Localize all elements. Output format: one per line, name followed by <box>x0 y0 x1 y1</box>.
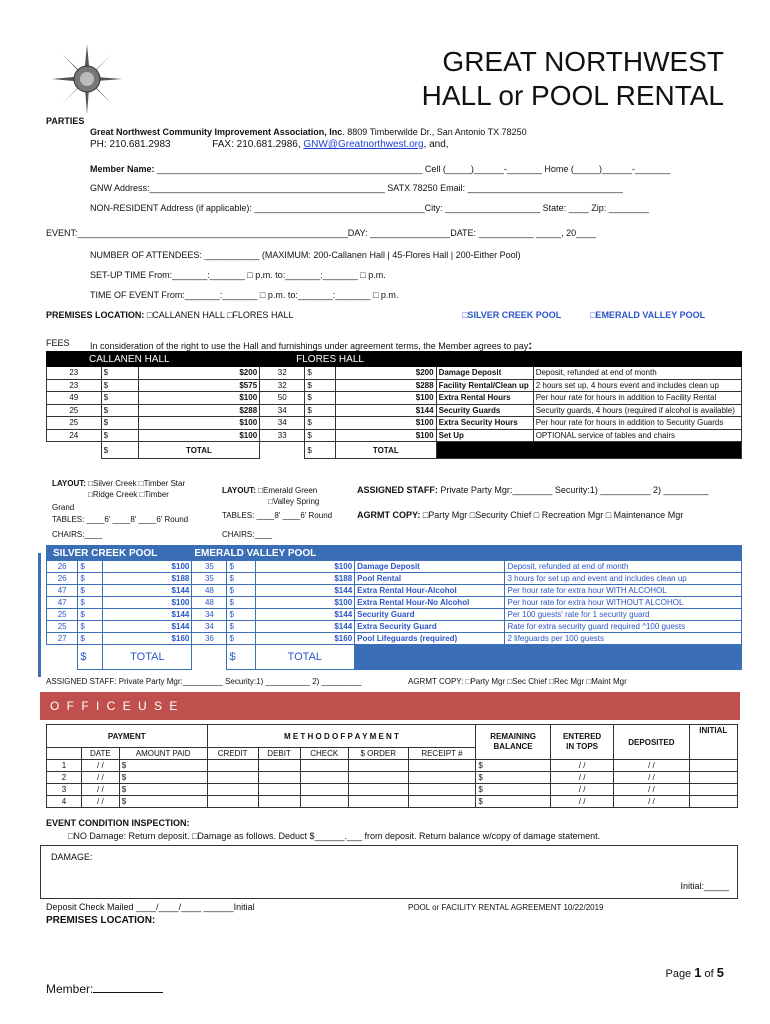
chairs-left-field[interactable]: CHAIRS:____ <box>52 530 103 539</box>
deposited-field[interactable]: / / <box>614 772 689 784</box>
silver-line-number: 26 <box>47 561 78 573</box>
silver-creek-option[interactable]: □SILVER CREEK POOL <box>462 310 562 320</box>
gnw-address-field[interactable]: GNW Address:_______________________________________________ SATX 78250 Email: _______________________________ <box>90 183 623 193</box>
payment-method-field[interactable] <box>408 784 476 796</box>
pool-fee-item: Damage Deposit <box>355 561 505 573</box>
tables-left-field[interactable]: TABLES: ____6' ____8' ____6' Round <box>52 515 189 524</box>
deposited-field[interactable]: / / <box>614 784 689 796</box>
emerald-valley-option[interactable]: □EMERALD VALLEY POOL <box>590 310 706 320</box>
phone: PH: 210.681.2983 <box>90 139 171 150</box>
emerald-rate: $144 <box>255 585 355 597</box>
remaining-balance-field[interactable]: $ <box>476 784 551 796</box>
callanen-line-number: 23 <box>47 367 102 380</box>
payment-method-field[interactable] <box>408 760 476 772</box>
member-name-line[interactable] <box>90 164 670 174</box>
pool-fee-row <box>47 621 742 633</box>
silver-line-number: 25 <box>47 621 78 633</box>
emerald-rate: $100 <box>255 561 355 573</box>
initial-field[interactable] <box>689 796 738 808</box>
pool-fee-description: Deposit, refunded at end of month <box>505 561 742 573</box>
payment-row-number: 3 <box>47 784 82 796</box>
office-col-header: $ ORDER <box>348 748 408 760</box>
entered-tops-field[interactable]: / / <box>550 772 613 784</box>
office-col-header: AMOUNT PAID <box>119 748 207 760</box>
payment-amount-field[interactable]: $ <box>119 796 207 808</box>
org-line <box>90 127 527 137</box>
silver-line-number: 26 <box>47 573 78 585</box>
callanen-total-dollar[interactable]: $ <box>101 442 138 459</box>
payment-header: PAYMENT <box>47 725 208 748</box>
emerald-amount-field[interactable]: $ <box>227 585 255 597</box>
pool-fee-item: Pool Rental <box>355 573 505 585</box>
fees-intro <box>90 338 532 352</box>
entered-tops-field[interactable]: / / <box>550 784 613 796</box>
agrmt-copy <box>357 510 683 520</box>
pool-fee-description: Per hour rate for extra hour WITH ALCOHOL <box>505 585 742 597</box>
entered-tops-header: ENTERED IN TOPS <box>550 725 613 760</box>
pool-fee-item: Pool Lifeguards (required) <box>355 633 505 645</box>
emerald-rate: $144 <box>255 621 355 633</box>
callanen-amount-field[interactable]: $ <box>101 392 138 405</box>
office-col-header: RECEIPT # <box>408 748 476 760</box>
silver-amount-field[interactable]: $ <box>78 573 103 585</box>
fax: FAX: 210.681.2986, <box>212 139 301 150</box>
assigned-staff-field[interactable]: Private Party Mgr:________ Security:1) __________ 2) _________ <box>440 485 709 495</box>
flores-rate: $100 <box>336 392 437 405</box>
emerald-total-label: TOTAL <box>255 645 355 670</box>
deposit-mailed-field[interactable]: Deposit Check Mailed ____/____/____ ______Initial <box>46 902 255 912</box>
emerald-line-number: 48 <box>192 585 227 597</box>
payment-date-field[interactable]: / / <box>82 796 120 808</box>
emerald-amount-field[interactable]: $ <box>227 597 255 609</box>
remaining-balance-field[interactable]: $ <box>476 760 551 772</box>
silver-total-label: TOTAL <box>103 645 192 670</box>
payment-method-field[interactable] <box>258 772 300 784</box>
emerald-line-number: 35 <box>192 561 227 573</box>
emerald-line-number: 34 <box>192 609 227 621</box>
callanen-rate: $100 <box>138 429 259 442</box>
emerald-rate: $100 <box>255 597 355 609</box>
pool-fee-description: 2 lifeguards per 100 guests <box>505 633 742 645</box>
deposited-field[interactable]: / / <box>614 796 689 808</box>
pool-fee-item: Extra Security Guard <box>355 621 505 633</box>
payment-method-field[interactable] <box>348 760 408 772</box>
damage-initial[interactable]: Initial:_____ <box>680 881 729 891</box>
agrmt-copy-options[interactable]: □Party Mgr □Security Chief □ Recreation Mgr □ Maintenance Mgr <box>422 510 684 520</box>
payment-method-field[interactable] <box>408 772 476 784</box>
page-number: Page 1 of 5 <box>665 965 724 980</box>
fee-description: Per hour rate for hours in addition to Facility Rental <box>533 392 741 405</box>
pool-fee-description: Per hour rate for extra hour WITHOUT ALCOHOL <box>505 597 742 609</box>
callanen-rate: $575 <box>138 379 259 392</box>
payment-row <box>47 784 738 796</box>
callanen-total-label: TOTAL <box>138 442 259 459</box>
flores-rate: $200 <box>336 367 437 380</box>
silver-amount-field[interactable]: $ <box>78 597 103 609</box>
layout-mid-label: LAYOUT: <box>222 486 256 495</box>
silver-line-number: 25 <box>47 609 78 621</box>
remaining-balance-header: REMAINING BALANCE <box>476 725 551 760</box>
payment-method-field[interactable] <box>258 784 300 796</box>
layout-mid-options2[interactable]: □Valley Spring <box>268 497 320 506</box>
flores-amount-field[interactable]: $ <box>305 417 336 430</box>
layout-mid-options1[interactable]: □Emerald Green <box>258 486 318 495</box>
office-col-header: DEBIT <box>258 748 300 760</box>
attendees-field[interactable]: NUMBER OF ATTENDEES: ___________ (MAXIMUM: 200-Callanen Hall | 45-Flores Hall | 200-Either Pool) <box>90 250 521 260</box>
premises-line <box>46 310 293 320</box>
fees-intro-colon: : <box>528 338 533 352</box>
office-payment-table <box>46 724 738 808</box>
fees-intro-text: In consideration of the right to use the Hall and furnishings under agreement terms, the Member agrees to pay <box>90 341 529 351</box>
silver-total-dollar[interactable]: $ <box>78 645 103 670</box>
damage-label: DAMAGE: <box>51 852 93 862</box>
payment-method-field[interactable] <box>348 772 408 784</box>
flores-amount-field[interactable]: $ <box>305 367 336 380</box>
payment-method-field[interactable] <box>300 796 348 808</box>
layout-left-options2[interactable]: □Ridge Creek □Timber <box>88 490 169 499</box>
layout-left-label: LAYOUT: <box>52 479 86 488</box>
member-label: Member: <box>46 982 94 996</box>
layout-left <box>52 479 185 488</box>
layout-mid <box>222 486 317 495</box>
silver-rate: $100 <box>103 561 192 573</box>
chairs-mid-field[interactable]: CHAIRS:____ <box>222 530 273 539</box>
pool-fee-row <box>47 597 742 609</box>
remaining-balance-field[interactable]: $ <box>476 772 551 784</box>
premises-hall-options[interactable]: □CALLANEN HALL □FLORES HALL <box>146 310 294 320</box>
member-name-field[interactable]: _____________________________________________________ Cell (_____)______-_______ Home (_____)______-_______ <box>157 164 671 174</box>
emerald-line-number: 48 <box>192 597 227 609</box>
payment-row-number: 1 <box>47 760 82 772</box>
initial-field[interactable] <box>689 760 738 772</box>
payment-row-number: 2 <box>47 772 82 784</box>
flores-rate: $144 <box>336 404 437 417</box>
callanen-rate: $100 <box>138 417 259 430</box>
fee-item: Extra Security Hours <box>436 417 533 430</box>
pool-staff-field[interactable]: ASSIGNED STAFF: Private Party Mgr:_________ Security:1) __________ 2) _________ <box>46 677 362 686</box>
layout-left-options1[interactable]: □Silver Creek □Timber Star <box>88 479 186 488</box>
emerald-rate: $144 <box>255 609 355 621</box>
hall-fee-row <box>47 392 742 405</box>
emerald-rate: $188 <box>255 573 355 585</box>
agreement-version: POOL or FACILITY RENTAL AGREEMENT 10/22/2019 <box>408 903 604 912</box>
office-use-banner: O F F I C E U S E <box>40 692 740 720</box>
payment-date-field[interactable]: / / <box>82 772 120 784</box>
pool-fee-row <box>47 561 742 573</box>
contact-line <box>90 139 449 150</box>
fee-item: Facility Rental/Clean up <box>436 379 533 392</box>
office-col-header: CHECK <box>300 748 348 760</box>
flores-line-number: 32 <box>260 379 305 392</box>
assigned-staff-label: ASSIGNED STAFF: <box>357 485 438 495</box>
emerald-line-number: 34 <box>192 621 227 633</box>
office-col-header: DATE <box>82 748 120 760</box>
silver-amount-field[interactable]: $ <box>78 561 103 573</box>
tables-mid-field[interactable]: TABLES: ____8' ____6' Round <box>222 511 333 520</box>
payment-amount-field[interactable]: $ <box>119 760 207 772</box>
emerald-line-number: 36 <box>192 633 227 645</box>
callanen-amount-field[interactable]: $ <box>101 404 138 417</box>
payment-amount-field[interactable]: $ <box>119 772 207 784</box>
payment-method-field[interactable] <box>207 784 258 796</box>
org-name: Great Northwest Community Improvement Association, Inc <box>90 127 343 137</box>
event-time-field[interactable]: TIME OF EVENT From:_______:_______ □ p.m. to:_______:_______ □ p.m. <box>90 290 399 300</box>
pool-agrmt-field[interactable]: AGRMT COPY: □Party Mgr □Sec Chief □Rec Mgr □Maint Mgr <box>408 677 627 686</box>
fee-item: Damage Deposit <box>436 367 533 380</box>
flores-rate: $288 <box>336 379 437 392</box>
layout-left-grand: Grand <box>52 503 75 512</box>
flores-total-label: TOTAL <box>336 442 437 459</box>
silver-amount-field[interactable]: $ <box>78 609 103 621</box>
page-title-line2: HALL or POOL RENTAL <box>421 80 724 111</box>
payment-method-field[interactable] <box>408 796 476 808</box>
flores-amount-field[interactable]: $ <box>305 392 336 405</box>
fee-description: Security guards, 4 hours (required if alcohol is available) <box>533 404 741 417</box>
member-name-label: Member Name: <box>90 164 155 174</box>
flores-line-number: 33 <box>260 429 305 442</box>
pool-fee-item: Security Guard <box>355 609 505 621</box>
pool-fee-item: Extra Rental Hour-No Alcohol <box>355 597 505 609</box>
flores-line-number: 34 <box>260 417 305 430</box>
initial-header: INITIAL <box>689 725 738 760</box>
premises-label: PREMISES LOCATION: <box>46 310 145 320</box>
office-col-header: CREDIT <box>207 748 258 760</box>
flores-rate: $100 <box>336 417 437 430</box>
hall-fee-row <box>47 367 742 380</box>
emerald-amount-field[interactable]: $ <box>227 609 255 621</box>
payment-method-field[interactable] <box>258 796 300 808</box>
payment-row-number: 4 <box>47 796 82 808</box>
payment-method-field[interactable] <box>258 760 300 772</box>
callanen-amount-field[interactable]: $ <box>101 429 138 442</box>
silver-rate: $144 <box>103 621 192 633</box>
fee-description: OPTIONAL service of tables and chairs <box>533 429 741 442</box>
deposited-header: DEPOSITED <box>614 725 689 760</box>
silver-rate: $188 <box>103 573 192 585</box>
callanen-amount-field[interactable]: $ <box>101 379 138 392</box>
method-header: M E T H O D O F P A Y M E N T <box>207 725 476 748</box>
silver-amount-field[interactable]: $ <box>78 621 103 633</box>
agrmt-copy-label: AGRMT COPY: <box>357 510 421 520</box>
payment-method-field[interactable] <box>207 772 258 784</box>
pool-side-bar <box>38 553 41 677</box>
payment-method-field[interactable] <box>300 772 348 784</box>
initial-field[interactable] <box>689 772 738 784</box>
flores-amount-field[interactable]: $ <box>305 379 336 392</box>
email-suffix: , and, <box>423 139 449 150</box>
hall-fee-row <box>47 404 742 417</box>
payment-date-field[interactable]: / / <box>82 784 120 796</box>
callanen-amount-field[interactable]: $ <box>101 417 138 430</box>
fee-item: Set Up <box>436 429 533 442</box>
pool-fee-row <box>47 609 742 621</box>
silver-creek-header: SILVER CREEK POOL <box>47 546 192 561</box>
callanen-rate: $288 <box>138 404 259 417</box>
emerald-amount-field[interactable]: $ <box>227 561 255 573</box>
flores-amount-field[interactable]: $ <box>305 429 336 442</box>
pool-fee-description: Per 100 guests' rate for 1 security guard <box>505 609 742 621</box>
pool-fee-description: 3 hours for set up and event and includes clean up <box>505 573 742 585</box>
flores-rate: $100 <box>336 429 437 442</box>
payment-amount-field[interactable]: $ <box>119 784 207 796</box>
silver-rate: $144 <box>103 609 192 621</box>
event-field[interactable]: EVENT:______________________________________________________DAY: ________________DATE: ___________ _____, 20____ <box>46 228 597 238</box>
hall-fees-table <box>46 351 742 459</box>
silver-line-number: 27 <box>47 633 78 645</box>
callanen-line-number: 23 <box>47 379 102 392</box>
parties-label: PARTIES <box>46 116 85 126</box>
initial-field[interactable] <box>689 784 738 796</box>
fee-description: Per hour rate for hours in addition to Security Guards <box>533 417 741 430</box>
callanen-header: CALLANEN HALL <box>47 352 260 367</box>
pool-fee-item: Extra Rental Hour-Alcohol <box>355 585 505 597</box>
payment-method-field[interactable] <box>207 760 258 772</box>
callanen-amount-field[interactable]: $ <box>101 367 138 380</box>
emerald-amount-field[interactable]: $ <box>227 633 255 645</box>
callanen-line-number: 25 <box>47 417 102 430</box>
silver-rate: $144 <box>103 585 192 597</box>
emerald-amount-field[interactable]: $ <box>227 621 255 633</box>
payment-date-field[interactable]: / / <box>82 760 120 772</box>
payment-row <box>47 772 738 784</box>
setup-time-field[interactable]: SET-UP TIME From:_______:_______ □ p.m. to:_______:_______ □ p.m. <box>90 270 386 280</box>
payment-method-field[interactable] <box>348 796 408 808</box>
fee-item: Security Guards <box>436 404 533 417</box>
callanen-line-number: 49 <box>47 392 102 405</box>
nonresident-field[interactable]: NON-RESIDENT Address (if applicable): __________________________________City: ___________________ State: ____ Zip: ________ <box>90 203 649 213</box>
footer-premises-label: PREMISES LOCATION: <box>46 915 156 926</box>
compass-rose-logo <box>52 44 122 114</box>
callanen-rate: $200 <box>138 367 259 380</box>
emerald-total-dollar[interactable]: $ <box>227 645 255 670</box>
pool-fee-row <box>47 633 742 645</box>
fee-item: Extra Rental Hours <box>436 392 533 405</box>
callanen-line-number: 25 <box>47 404 102 417</box>
flores-line-number: 50 <box>260 392 305 405</box>
flores-amount-field[interactable]: $ <box>305 404 336 417</box>
fee-description: 2 hours set up, 4 hours event and includes clean up <box>533 379 741 392</box>
payment-row <box>47 796 738 808</box>
emerald-amount-field[interactable]: $ <box>227 573 255 585</box>
damage-box[interactable] <box>40 845 738 899</box>
flores-total-dollar[interactable]: $ <box>305 442 336 459</box>
inspection-label: EVENT CONDITION INSPECTION: <box>46 818 190 828</box>
remaining-balance-field[interactable]: $ <box>476 796 551 808</box>
flores-line-number: 32 <box>260 367 305 380</box>
flores-header: FLORES HALL <box>260 352 436 367</box>
org-address: . 8809 Timberwilde Dr., San Antonio TX 78250 <box>342 127 527 137</box>
silver-rate: $160 <box>103 633 192 645</box>
payment-method-field[interactable] <box>207 796 258 808</box>
silver-line-number: 47 <box>47 585 78 597</box>
email-link[interactable]: GNW@Greatnorthwest.org <box>303 139 424 150</box>
payment-method-field[interactable] <box>300 760 348 772</box>
fees-label: FEES <box>46 338 70 348</box>
assigned-staff <box>357 485 709 495</box>
callanen-rate: $100 <box>138 392 259 405</box>
payment-row <box>47 760 738 772</box>
entered-tops-field[interactable]: / / <box>550 760 613 772</box>
pool-fees-table <box>46 545 742 670</box>
silver-line-number: 47 <box>47 597 78 609</box>
page-title-line1: GREAT NORTHWEST <box>442 46 724 77</box>
member-signature[interactable] <box>46 982 163 996</box>
payment-method-field[interactable] <box>300 784 348 796</box>
hall-fee-row <box>47 379 742 392</box>
callanen-line-number: 24 <box>47 429 102 442</box>
silver-rate: $100 <box>103 597 192 609</box>
hall-fee-row <box>47 417 742 430</box>
hall-fee-row <box>47 429 742 442</box>
pool-fee-row <box>47 573 742 585</box>
pool-fee-description: Rate for extra security guard required ^100 guests <box>505 621 742 633</box>
pool-fee-row <box>47 585 742 597</box>
emerald-line-number: 35 <box>192 573 227 585</box>
deposited-field[interactable]: / / <box>614 760 689 772</box>
inspection-options[interactable]: □NO Damage: Return deposit. □Damage as follows. Deduct $______.___ from deposit. Return balance w/copy of damage statement. <box>68 831 601 841</box>
entered-tops-field[interactable]: / / <box>550 796 613 808</box>
payment-method-field[interactable] <box>348 784 408 796</box>
emerald-rate: $160 <box>255 633 355 645</box>
fee-description: Deposit, refunded at end of month <box>533 367 741 380</box>
silver-amount-field[interactable]: $ <box>78 585 103 597</box>
silver-amount-field[interactable]: $ <box>78 633 103 645</box>
flores-line-number: 34 <box>260 404 305 417</box>
emerald-valley-header: EMERALD VALLEY POOL <box>192 546 355 561</box>
